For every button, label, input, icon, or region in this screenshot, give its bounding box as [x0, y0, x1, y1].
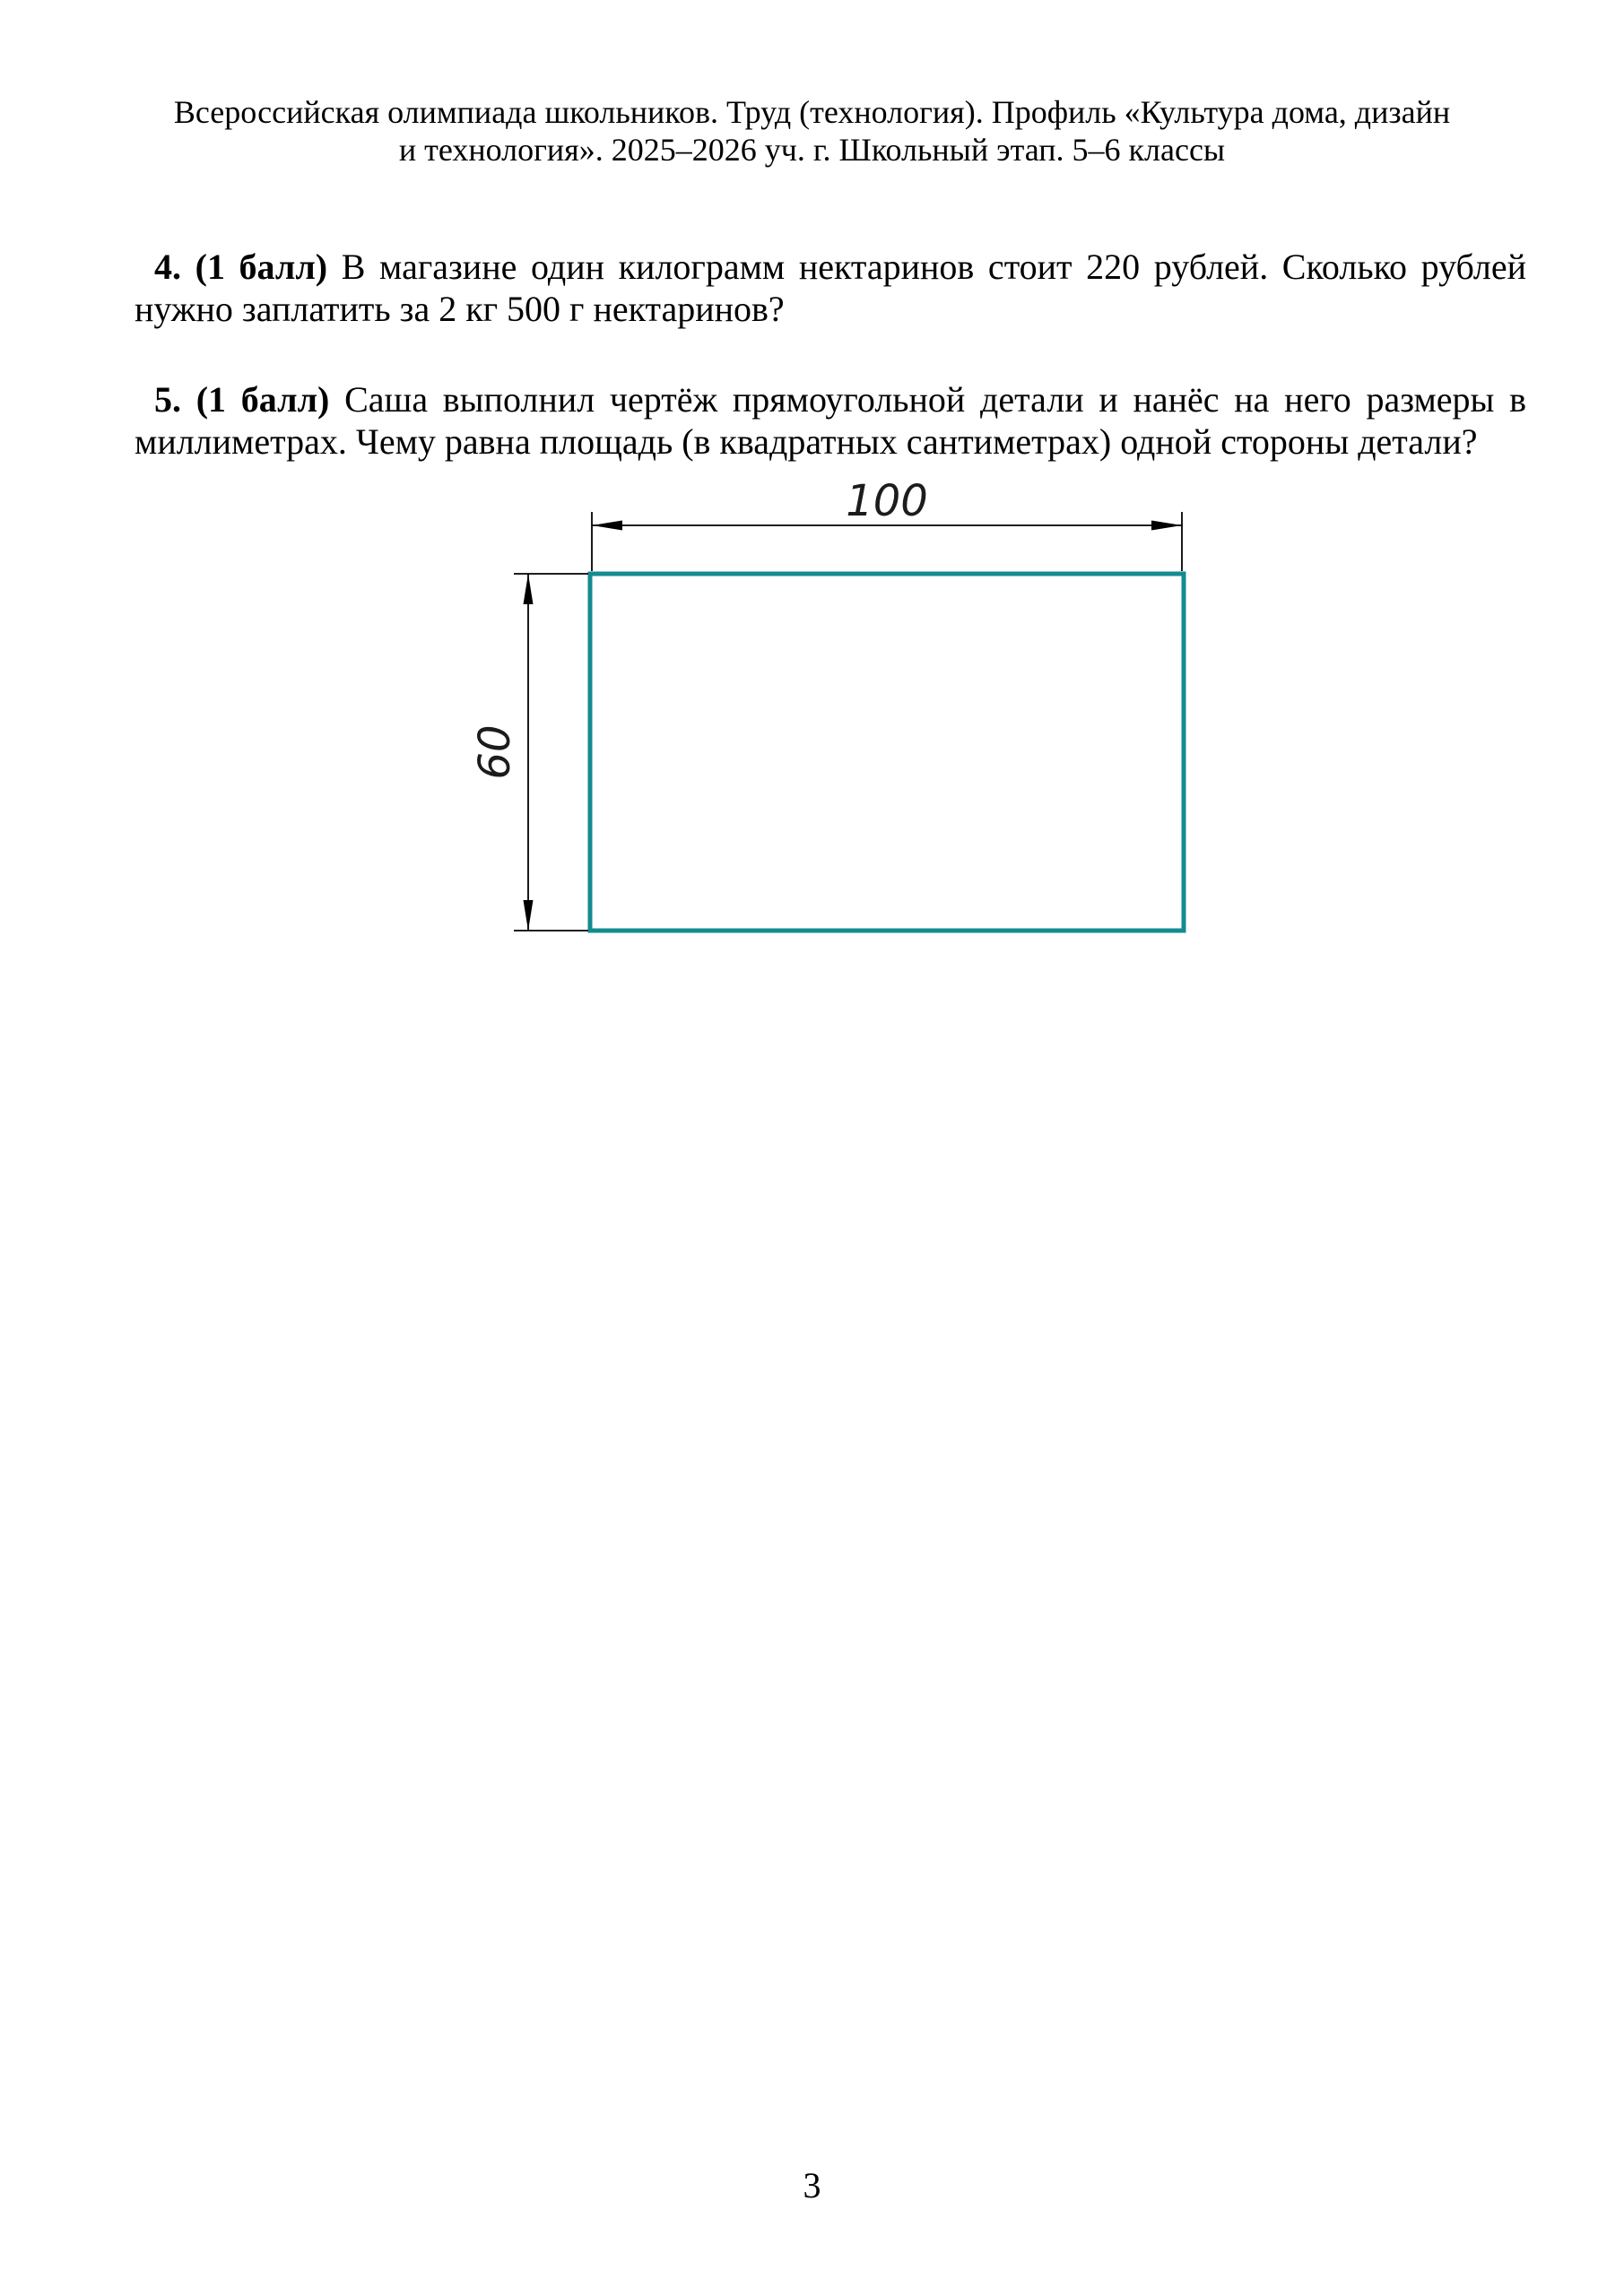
- dimension-label-width: 100: [846, 476, 928, 526]
- rectangle-outline: [590, 574, 1184, 931]
- technical-drawing: [466, 473, 1211, 962]
- header-line-1: Всероссийская олимпиада школьников. Труд (технология). Профиль «Культура дома, дизайн: [173, 94, 1451, 130]
- question-4: [135, 246, 1526, 330]
- document-header: [81, 93, 1543, 169]
- arrowhead-right-icon: [1151, 521, 1182, 531]
- arrowhead-left-icon: [592, 521, 622, 531]
- arrowhead-down-icon: [524, 900, 534, 931]
- question-5: [135, 378, 1526, 463]
- question-4-number: 4. (1 балл): [154, 247, 328, 287]
- question-5-number: 5. (1 балл): [154, 379, 330, 420]
- page-number: 3: [803, 2165, 821, 2205]
- arrowhead-up-icon: [524, 574, 534, 604]
- header-line-2: и технология». 2025–2026 уч. г. Школьный этап. 5–6 классы: [398, 132, 1226, 168]
- dimension-label-height: 60: [470, 724, 520, 780]
- question-5-text: Саша выполнил чертёж прямоугольной детали и нанёс на него размеры в миллиметрах. Чему равна площадь (в квадратных сантиметрах) одной стороны детали?: [135, 379, 1527, 462]
- question-4-text: В магазине один килограмм нектаринов стоит 220 рублей. Сколько рублей нужно заплатить за 2 кг 500 г нектаринов?: [135, 247, 1527, 329]
